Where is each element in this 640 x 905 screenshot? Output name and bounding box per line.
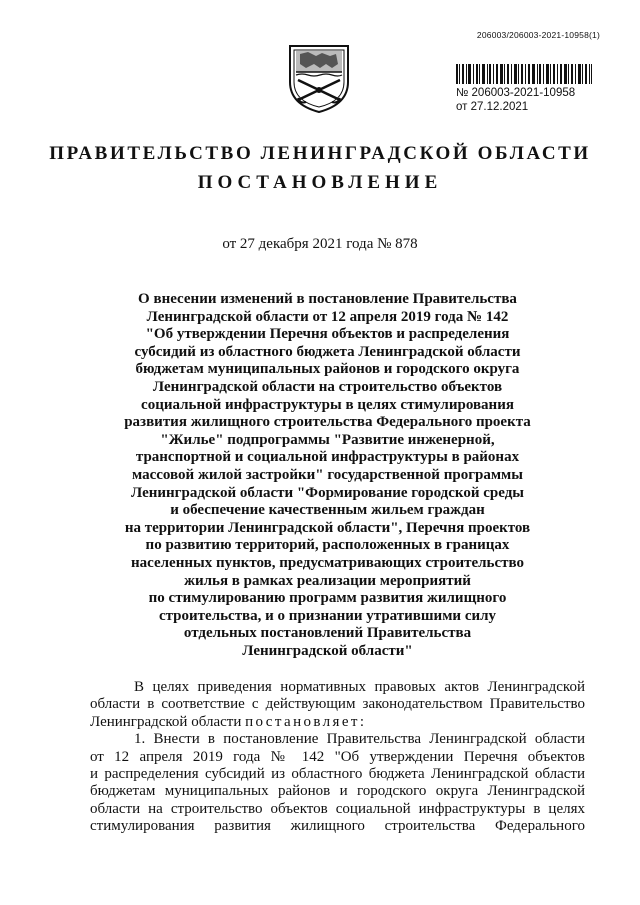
- title-line: на территории Ленинградской области", Перечня проектов: [124, 519, 531, 536]
- registration-number: № 206003-2021-10958: [456, 87, 576, 99]
- body-line: В целях приведения нормативных правовых актов Ленинградской: [134, 679, 585, 695]
- title-line: Ленинградской области на строительство объектов: [152, 378, 503, 395]
- body-line: от 12 апреля 2019 года № 142 "Об утверждении Перечня объектов: [90, 748, 585, 765]
- body-line: [90, 714, 585, 731]
- registration-date: от 27.12.2021: [456, 101, 529, 113]
- title-line: населенных пунктов, предусматривающих строительство: [131, 554, 524, 571]
- body-line: 1. Внести в постановление Правительства Ленинградской области: [134, 731, 585, 748]
- title-line: "Жилье" подпрограммы "Развитие инженерной,: [160, 431, 495, 448]
- organization-title: ПРАВИТЕЛЬСТВО ЛЕНИНГРАДСКОЙ ОБЛАСТИ: [49, 143, 591, 164]
- title-line: по развитию территорий, расположенных в границах: [145, 537, 510, 554]
- title-line: Ленинградской области от 12 апреля 2019 года № 142: [146, 308, 509, 325]
- document-code: 206003/206003-2021-10958(1): [476, 30, 600, 40]
- title-line: бюджетам муниципальных районов и городского округа: [135, 361, 520, 378]
- title-line: социальной инфраструктуры в целях стимулирования: [141, 396, 514, 413]
- body-line: бюджетам муниципальных районов и городского округа Ленинградской: [90, 783, 585, 800]
- barcode-icon: [456, 64, 592, 84]
- decree-date-number: от 27 декабря 2021 года № 878: [222, 236, 418, 252]
- decree-title: [110, 291, 545, 660]
- title-line: Ленинградской области "Формирование городской среды: [131, 484, 524, 501]
- body-line: стимулирования развития жилищного строительства Федерального: [90, 818, 585, 835]
- body-text: Ленинградской области: [90, 713, 246, 730]
- title-line: О внесении изменений в постановление Правительства: [138, 291, 517, 307]
- title-line: строительства, и о признании утратившими силу: [158, 607, 497, 624]
- title-line: и обеспечение качественным жильем граждан: [170, 502, 485, 519]
- registration-block: [456, 86, 575, 114]
- title-line: по стимулированию программ развития жилищного: [148, 590, 507, 607]
- document-type: ПОСТАНОВЛЕНИЕ: [197, 172, 443, 193]
- body-line: и распределения субсидий из областного бюджета Ленинградской области: [90, 766, 585, 783]
- title-line: жилья в рамках реализации мероприятий: [184, 572, 471, 589]
- title-line: массовой жилой застройки" государственной программы: [132, 466, 523, 483]
- title-line: "Об утверждении Перечня объектов и распределения: [145, 326, 510, 343]
- title-line: развития жилищного строительства Федерального проекта: [124, 414, 531, 431]
- title-line: отдельных постановлений Правительства: [183, 625, 472, 642]
- decree-body: [90, 679, 585, 836]
- resolves-word: постановляет:: [245, 713, 367, 730]
- title-line: субсидий из областного бюджета Ленинградской области: [134, 343, 521, 360]
- body-line: области на строительство объектов социальной инфраструктуры в целях: [90, 800, 585, 817]
- body-line: области в соответствие с действующим законодательством Правительство: [90, 696, 585, 713]
- coat-of-arms-icon: [286, 42, 352, 114]
- title-line: Ленинградской области": [242, 642, 413, 659]
- title-line: транспортной и социальной инфраструктуры в районах: [135, 449, 520, 466]
